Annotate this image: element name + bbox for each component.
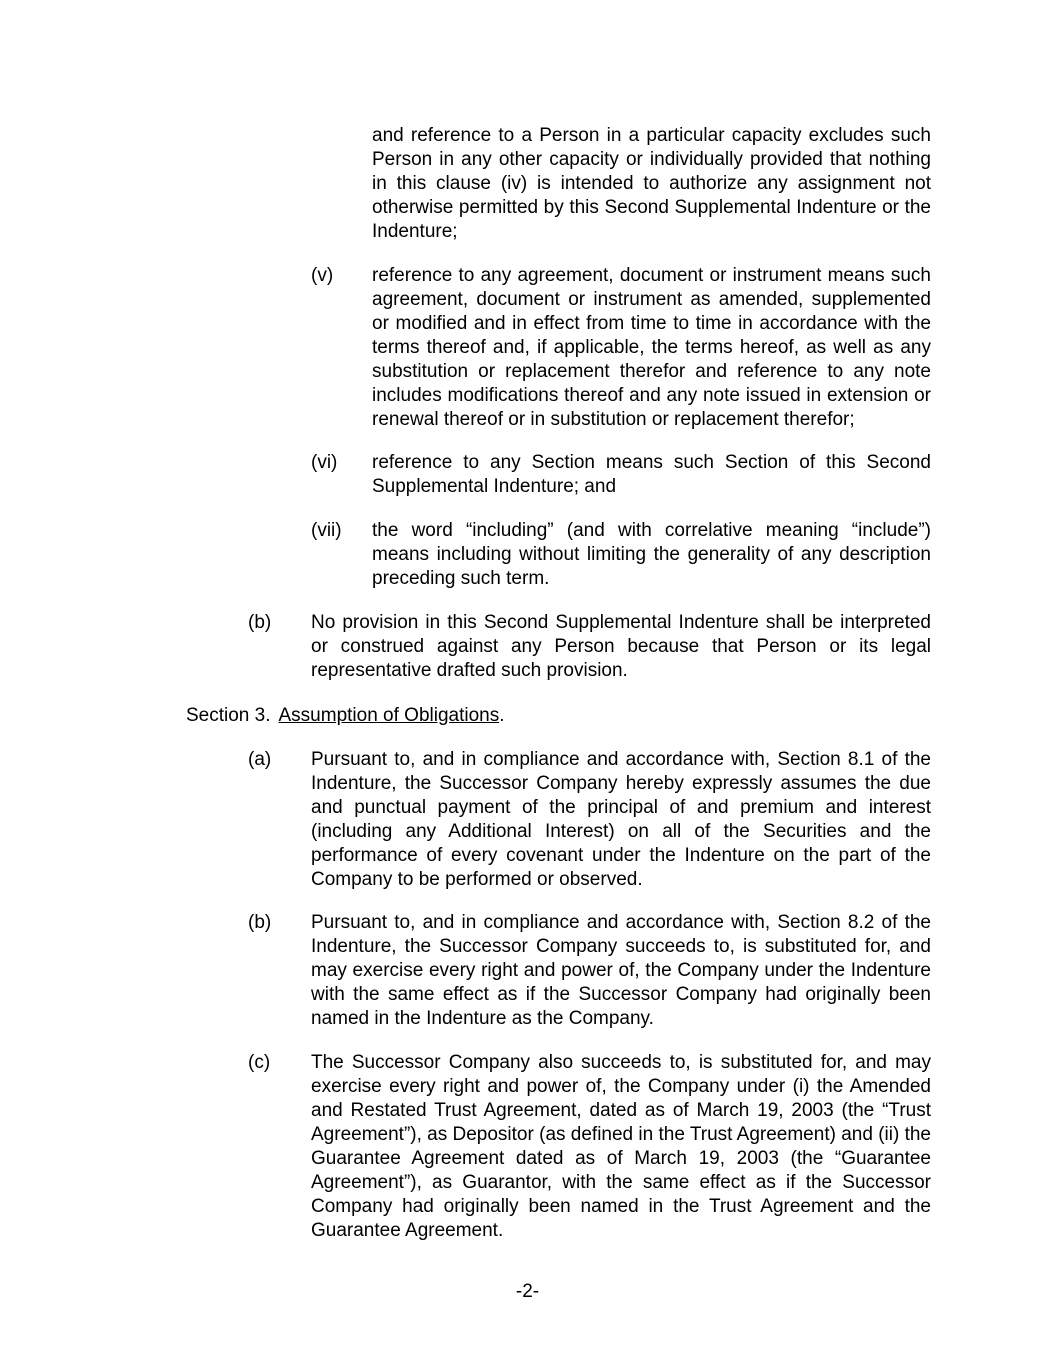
section3-number: Section 3. <box>186 705 271 726</box>
section3-a-text: Pursuant to, and in compliance and accordance with, Section 8.1 of the Indenture, the Successor Company hereby expressly assumes the due and punctual payment of the principal of and premium and interest (including any Additional Interest) on all of the Securities and the performance of every covenant under the Indenture on the part of the Company to be performed or observed. <box>311 749 931 890</box>
section3-c-text: The Successor Company also succeeds to, is substituted for, and may exercise every right and power of, the Company under (i) the Amended and Restated Trust Agreement, dated as of March 19, 2003 (the “Trust Agreement”), as Depositor (as defined in the Trust Agreement) and (ii) the Guarantee Agreement dated as of March 19, 2003 (the “Guarantee Agreement”), as Guarantor, with the same effect as if the Successor Company had originally been named in the Trust Agreement and the Guarantee Agreement. <box>311 1052 931 1241</box>
clause-v-text: reference to any agreement, document or instrument means such agreement, document or instrument as amended, supplemented or modified and in effect from time to time in accordance with the terms thereof and, if applicable, the terms hereof, as well as any substitution or replacement therefor and reference to any note includes modifications thereof and any note issued in extension or renewal thereof or in substitution or replacement therefor; <box>372 265 931 430</box>
clause-vii-text: the word “including” (and with correlative meaning “include”) means including without limiting the generality of any description preceding such term. <box>372 520 931 589</box>
clause-vi-text: reference to any Section means such Section of this Second Supplemental Indenture; and <box>372 452 931 497</box>
clause-iv-continuation: and reference to a Person in a particular capacity excludes such Person in any other capacity or individually provided that nothing in this clause (iv) is intended to authorize any assignment not otherwise permitted by this Second Supplemental Indenture or the Indenture; <box>372 125 931 242</box>
clause-vii-label: (vii) <box>311 520 342 541</box>
section3-b-text: Pursuant to, and in compliance and accordance with, Section 8.2 of the Indenture, the Successor Company succeeds to, is substituted for, and may exercise every right and power of, the Company under the Indenture with the same effect as if the Successor Company had originally been named in the Indenture as the Company. <box>311 912 931 1029</box>
section3-period: . <box>499 705 505 726</box>
clause-vi-label: (vi) <box>311 452 338 473</box>
section2-b-text: No provision in this Second Supplemental Indenture shall be interpreted or construed against any Person because that Person or its legal representative drafted such provision. <box>311 612 931 681</box>
section3-a-label: (a) <box>248 749 272 770</box>
section3-title: Assumption of Obligations <box>278 705 500 726</box>
section2-b-label: (b) <box>248 612 272 633</box>
section3-c-label: (c) <box>248 1052 271 1073</box>
page-number: -2- <box>515 1281 540 1302</box>
section3-heading <box>186 704 505 728</box>
section3-b-label: (b) <box>248 912 272 933</box>
clause-v-label: (v) <box>311 265 334 286</box>
